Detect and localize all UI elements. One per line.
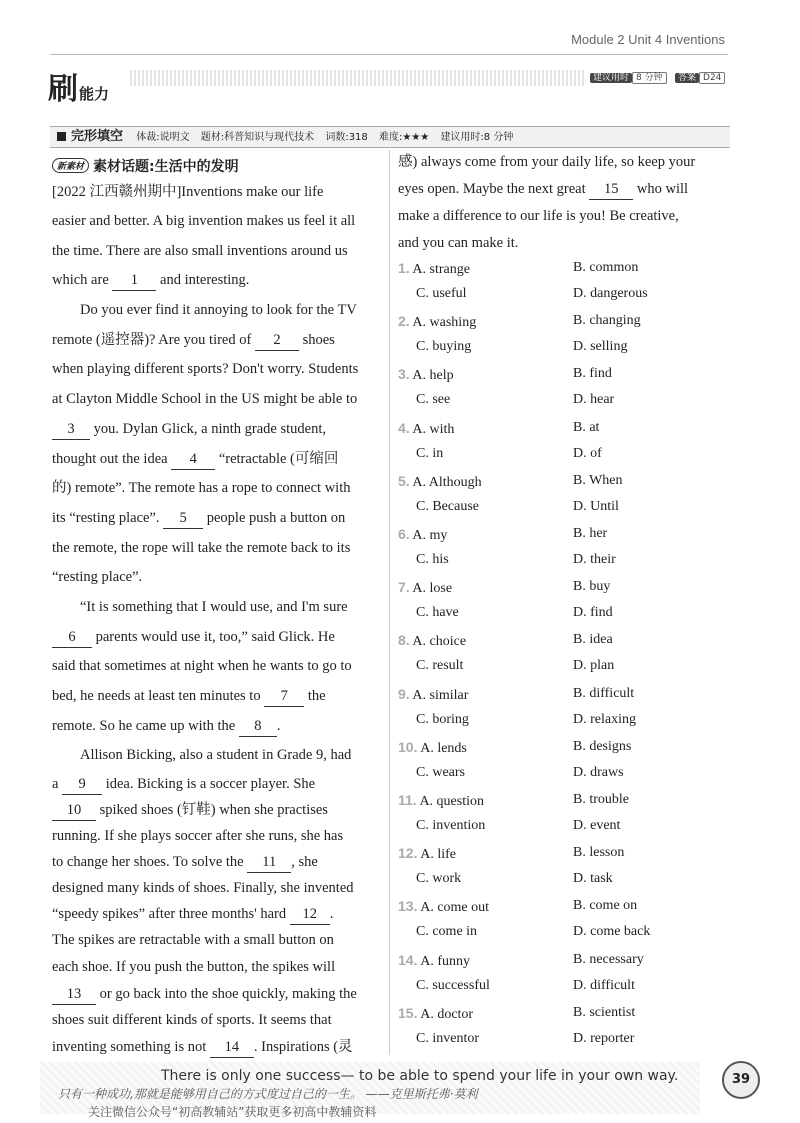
text: thought out the idea — [52, 451, 168, 467]
passage-line — [52, 508, 345, 529]
option-c-cell — [416, 604, 459, 622]
passage-line — [52, 270, 249, 291]
text: “speedy spikes” after three months' hard — [52, 906, 287, 922]
text: eyes open. Maybe the next great — [398, 181, 586, 197]
option-a: A. help — [412, 368, 454, 384]
option-a: A. with — [412, 421, 455, 437]
option-a: A. Although — [412, 474, 482, 490]
option-c-cell — [416, 445, 443, 463]
option-b-cell — [573, 365, 612, 383]
option-b-cell — [573, 578, 610, 596]
option-b: B. her — [573, 526, 608, 541]
blank-8: 8 — [239, 716, 277, 737]
passage-line — [52, 800, 328, 821]
passage-line: “resting place”. — [52, 569, 143, 585]
blank-6: 6 — [52, 627, 92, 648]
passage-line: when playing different sports? Don't worry. Students — [52, 361, 359, 377]
option-row-a — [398, 312, 476, 332]
option-row-a — [398, 631, 466, 651]
section-title: 完形填空 — [71, 129, 124, 144]
option-a: A. washing — [412, 315, 477, 331]
option-c-cell — [416, 1030, 479, 1048]
topic-text: 素材话题:生活中的发明 — [93, 159, 239, 175]
answer-key: 答案 — [675, 73, 699, 83]
new-material-badge: 新素材 — [52, 158, 89, 173]
option-c-cell — [416, 498, 479, 516]
blank-3: 3 — [52, 419, 90, 440]
option-d-cell — [573, 870, 613, 888]
option-row-a — [398, 791, 484, 811]
option-d-cell — [573, 764, 624, 782]
question-number: 12. — [398, 845, 418, 862]
text: a — [52, 776, 59, 792]
option-b: B. When — [573, 472, 623, 488]
text: the — [307, 688, 326, 704]
option-b-cell — [573, 259, 638, 277]
option-d-cell — [573, 1030, 634, 1048]
option-c: C. boring — [416, 711, 469, 727]
option-row-a — [398, 685, 468, 705]
passage-line — [52, 449, 338, 470]
option-d: D. task — [573, 871, 613, 887]
difficulty-label: 难度:★★★ — [378, 132, 430, 143]
text: parents would use it, too,” said Glick. He — [95, 629, 335, 645]
passage-line — [52, 984, 357, 1005]
blank-1: 1 — [112, 270, 156, 291]
option-d: D. event — [573, 818, 621, 833]
brand-logo — [48, 64, 109, 108]
blank-7: 7 — [264, 686, 304, 707]
option-d: D. relaxing — [573, 711, 636, 727]
passage-line — [52, 1037, 353, 1058]
option-b: B. trouble — [573, 792, 629, 807]
option-b: B. scientist — [573, 1004, 636, 1020]
option-row-a — [398, 419, 454, 439]
option-d-cell — [573, 551, 616, 569]
option-c: C. inventor — [416, 1030, 479, 1046]
passage-line: running. If she plays soccer after she runs, she has — [52, 828, 344, 844]
genre-label: 体裁:说明文 — [136, 132, 190, 143]
option-c: C. see — [416, 392, 451, 408]
option-b-cell — [573, 631, 613, 649]
option-b-cell — [573, 525, 607, 543]
blank-12: 12 — [290, 904, 330, 925]
option-b: B. idea — [573, 632, 613, 648]
option-d: D. of — [573, 445, 602, 461]
quote-chinese: 只有一种成功,那就是能够用自己的方式度过自己的一生。 ——克里斯托弗·莫利 — [58, 1087, 478, 1101]
passage-line: at Clayton Middle School in the US might be able to — [52, 391, 358, 407]
option-b: B. find — [573, 366, 612, 382]
text: or go back into the shoe quickly, making the — [99, 986, 357, 1002]
option-d: D. Until — [573, 498, 619, 514]
passage-line: easier and better. A big invention makes us feel it all — [52, 213, 356, 229]
option-c: C. in — [416, 445, 444, 461]
option-d-cell — [573, 285, 648, 303]
answer-tag — [675, 72, 725, 85]
passage-line: designed many kinds of shoes. Finally, she invented — [52, 880, 354, 896]
option-c-cell — [416, 817, 485, 835]
blank-5: 5 — [163, 508, 203, 529]
passage-line: 感) always come from your daily life, so keep your — [398, 154, 696, 170]
option-b-cell — [573, 685, 634, 703]
passage-line: and you can make it. — [398, 235, 519, 251]
option-b: B. come on — [573, 898, 638, 914]
module-header: Module 2 Unit 4 Inventions — [571, 32, 725, 47]
promo-text: 关注微信公众号“初高教辅站”获取更多初高中教辅资料 — [88, 1105, 377, 1119]
square-icon — [57, 132, 66, 141]
option-b: B. difficult — [573, 685, 635, 701]
section-info-bar — [50, 126, 730, 148]
option-c: C. useful — [416, 286, 467, 301]
blank-11: 11 — [247, 852, 291, 873]
passage-line — [52, 774, 315, 795]
option-b-cell — [573, 738, 631, 756]
time-label: 建议用时:8 分钟 — [440, 132, 514, 143]
text: who will — [636, 181, 689, 197]
passage-line — [52, 330, 335, 351]
passage-line: make a difference to our life is you! Be creative, — [398, 208, 679, 224]
blank-2: 2 — [255, 330, 299, 351]
text: inventing something is not — [52, 1039, 207, 1055]
question-number: 15. — [398, 1004, 418, 1021]
option-b-cell — [573, 791, 629, 809]
brand-big: 刷 — [48, 72, 77, 107]
passage-line — [52, 686, 326, 707]
option-row-a — [398, 259, 470, 279]
option-b: B. designs — [573, 738, 632, 754]
blank-15: 15 — [589, 179, 633, 200]
option-d-cell — [573, 923, 650, 941]
option-a: A. similar — [412, 687, 469, 703]
option-b-cell — [573, 419, 599, 437]
blank-4: 4 — [171, 449, 215, 470]
option-c-cell — [416, 391, 450, 409]
option-a: A. life — [420, 847, 456, 863]
option-b-cell — [573, 844, 624, 862]
option-d: D. draws — [573, 764, 624, 780]
text: shoes — [302, 332, 335, 348]
option-row-a — [398, 951, 470, 971]
topic-line — [52, 156, 239, 176]
option-c-cell — [416, 764, 465, 782]
option-b: B. necessary — [573, 951, 644, 967]
option-b: B. lesson — [573, 845, 625, 861]
decorative-stripes — [130, 70, 585, 86]
passage-line: shoes suit different kinds of sports. It seems that — [52, 1012, 332, 1028]
word-count: 词数:318 — [325, 132, 368, 143]
option-d: D. hear — [573, 392, 615, 408]
option-d-cell — [573, 977, 635, 995]
option-c-cell — [416, 870, 461, 888]
option-row-a — [398, 525, 447, 545]
question-number: 13. — [398, 898, 418, 915]
option-d-cell — [573, 711, 636, 729]
option-b-cell — [573, 1004, 635, 1022]
option-d-cell — [573, 445, 602, 463]
time-val: 8 分钟 — [632, 72, 667, 84]
option-b: B. buy — [573, 579, 611, 595]
passage-line: said that sometimes at night when he wants to go to — [52, 658, 352, 674]
option-b-cell — [573, 951, 644, 969]
time-key: 建议用时 — [590, 73, 632, 83]
option-c-cell — [416, 285, 467, 303]
passage-line: 的) remote”. The remote has a rope to connect with — [52, 480, 351, 496]
quote-english: There is only one success— to be able to spend your life in your own way. — [161, 1068, 679, 1084]
option-b-cell — [573, 897, 637, 915]
option-d-cell — [573, 391, 614, 409]
option-d-cell — [573, 604, 613, 622]
text: you. Dylan Glick, a ninth grade student, — [93, 421, 326, 437]
option-d-cell — [573, 817, 620, 835]
text: . — [276, 718, 281, 734]
option-row-a — [398, 365, 454, 385]
page-number: 39 — [722, 1061, 760, 1099]
option-row-a — [398, 472, 482, 492]
option-c-cell — [416, 977, 490, 995]
option-d: D. plan — [573, 658, 615, 674]
blank-9: 9 — [62, 774, 102, 795]
passage-line — [398, 179, 688, 200]
source-tag: [2022 江西赣州期中] — [52, 184, 182, 200]
option-b-cell — [573, 472, 623, 490]
option-c: C. have — [416, 605, 459, 621]
question-number: 1. — [398, 260, 410, 276]
text: to change her shoes. To solve the — [52, 854, 244, 870]
text: and interesting. — [160, 272, 250, 288]
option-row-a — [398, 1004, 473, 1024]
option-a: A. strange — [412, 262, 470, 277]
passage-line — [52, 419, 326, 440]
passage-line: Do you ever find it annoying to look for the TV — [80, 302, 357, 318]
column-divider — [389, 150, 390, 1055]
option-b: B. common — [573, 260, 639, 275]
text: which are — [52, 272, 109, 288]
blank-10: 10 — [52, 800, 96, 821]
passage-line — [52, 716, 280, 737]
text: remote (遥控器)? Are you tired of — [52, 332, 252, 348]
passage-line — [52, 904, 333, 925]
question-number: 3. — [398, 366, 410, 383]
option-a: A. choice — [412, 634, 467, 650]
question-number: 7. — [398, 579, 410, 596]
option-a: A. lends — [420, 740, 467, 756]
passage-line: each shoe. If you push the button, the spikes will — [52, 959, 336, 975]
question-number: 6. — [398, 526, 410, 542]
option-row-a — [398, 844, 456, 864]
question-number: 2. — [398, 313, 410, 330]
passage-line — [52, 852, 318, 873]
option-d: D. reporter — [573, 1030, 635, 1046]
option-a: A. question — [419, 794, 484, 809]
passage-line: “It is something that I would use, and I'm sure — [80, 599, 348, 615]
option-c-cell — [416, 923, 477, 941]
option-b-cell — [573, 312, 641, 330]
passage-line — [52, 627, 335, 648]
option-row-a — [398, 578, 452, 598]
option-d: D. selling — [573, 339, 628, 355]
option-c: C. Because — [416, 498, 479, 514]
text: idea. Bicking is a soccer player. She — [105, 776, 316, 792]
option-row-a — [398, 738, 467, 758]
option-d: D. difficult — [573, 977, 635, 993]
brand-small: 能力 — [79, 85, 110, 103]
text: its “resting place”. — [52, 510, 160, 526]
option-c: C. invention — [416, 818, 486, 833]
question-number: 9. — [398, 685, 410, 702]
text: . Inspirations (灵 — [253, 1039, 353, 1055]
option-d: D. find — [573, 605, 613, 621]
option-c: C. come in — [416, 924, 478, 940]
answer-val: D24 — [699, 72, 725, 84]
question-number: 4. — [398, 419, 410, 436]
option-a: A. my — [412, 528, 448, 543]
option-d-cell — [573, 338, 627, 356]
option-c-cell — [416, 657, 463, 675]
question-number: 11. — [398, 792, 417, 808]
text: spiked shoes (钉鞋) when she practises — [99, 802, 328, 818]
question-number: 10. — [398, 738, 418, 755]
option-row-a — [398, 897, 489, 917]
text: bed, he needs at least ten minutes to — [52, 688, 261, 704]
option-a: A. lose — [412, 581, 453, 597]
question-number: 14. — [398, 951, 418, 968]
passage-line: the time. There are also small inventions around us — [52, 243, 348, 259]
suggested-time-tag — [590, 72, 667, 85]
option-c: C. buying — [416, 339, 472, 355]
text: . — [329, 906, 334, 922]
option-a: A. funny — [420, 953, 470, 969]
option-c: C. successful — [416, 977, 490, 993]
text: , she — [291, 854, 318, 870]
option-c-cell — [416, 551, 449, 569]
question-number: 8. — [398, 632, 410, 649]
option-c: C. work — [416, 871, 462, 887]
option-c: C. his — [416, 552, 449, 567]
passage-line: Allison Bicking, also a student in Grade 9, had — [80, 747, 352, 763]
text: “retractable (可缩回 — [218, 451, 339, 467]
header-rule — [50, 54, 728, 55]
question-number: 5. — [398, 472, 410, 489]
option-d-cell — [573, 657, 614, 675]
option-d: D. their — [573, 552, 616, 567]
option-c-cell — [416, 338, 471, 356]
option-c: C. wears — [416, 764, 465, 780]
option-c: C. result — [416, 658, 464, 674]
text: Inventions make our life — [181, 184, 324, 200]
option-b: B. at — [573, 419, 600, 435]
text: people push a button on — [206, 510, 346, 526]
option-b: B. changing — [573, 313, 641, 329]
option-d: D. dangerous — [573, 286, 648, 301]
passage-line: the remote, the rope will take the remote back to its — [52, 540, 351, 556]
option-d: D. come back — [573, 924, 651, 940]
passage-line: The spikes are retractable with a small button on — [52, 932, 334, 948]
option-d-cell — [573, 498, 619, 516]
option-c-cell — [416, 711, 469, 729]
theme-label: 题材:科普知识与现代技术 — [200, 132, 315, 143]
passage-line — [52, 182, 323, 202]
blank-13: 13 — [52, 984, 96, 1005]
option-a: A. doctor — [420, 1006, 474, 1022]
blank-14: 14 — [210, 1037, 254, 1058]
option-a: A. come out — [420, 900, 490, 916]
text: remote. So he came up with the — [52, 718, 236, 734]
